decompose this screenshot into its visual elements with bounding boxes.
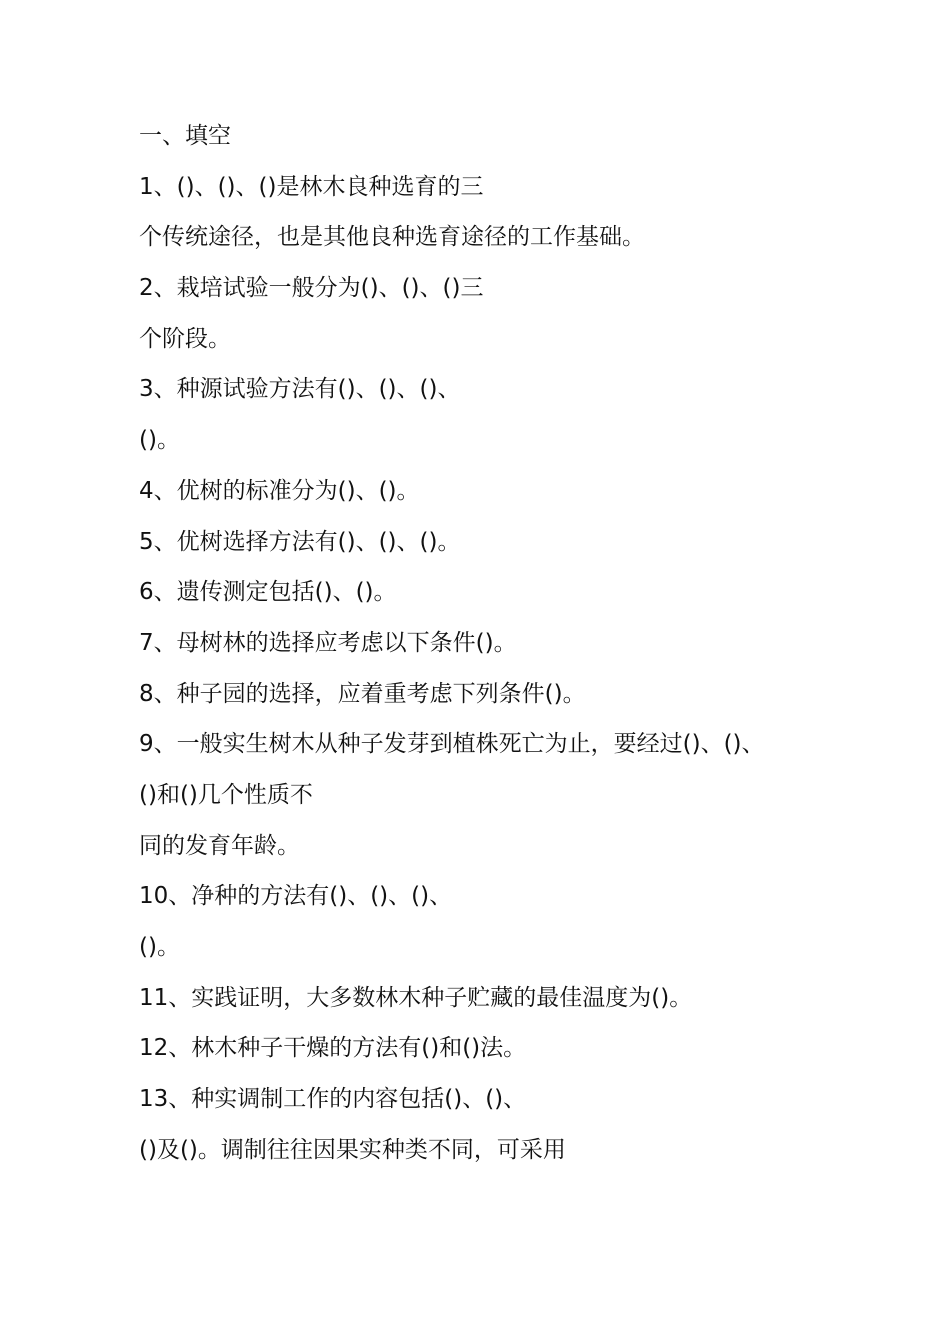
question-13-line-2: ()及()。调制往往因果实种类不同，可采用 (139, 1136, 566, 1163)
question-2-line-1: 2、栽培试验一般分为()、()、()三 (139, 275, 484, 302)
question-10-line-1: 10、净种的方法有()、()、()、 (139, 883, 453, 910)
question-6: 6、遗传测定包括()、()。 (139, 579, 397, 606)
question-11: 11、实践证明，大多数林木种子贮藏的最佳温度为()。 (139, 984, 693, 1011)
question-9-line-3: 同的发育年龄。 (139, 832, 300, 859)
question-1-line-2: 个传统途径，也是其他良种选育途径的工作基础。 (139, 224, 645, 251)
question-2-line-2: 个阶段。 (139, 325, 231, 352)
question-1-line-1: 1、()、()、()是林木良种选育的三 (139, 173, 484, 200)
question-13-line-1: 13、种实调制工作的内容包括()、()、 (139, 1086, 527, 1113)
question-5: 5、优树选择方法有()、()、()。 (139, 528, 461, 555)
question-9-line-1: 9、一般实生树木从种子发芽到植株死亡为止，要经过()、()、 (139, 731, 765, 758)
question-10-line-2: ()。 (139, 934, 180, 960)
question-3-line-1: 3、种源试验方法有()、()、()、 (139, 376, 461, 403)
question-7: 7、母树林的选择应考虑以下条件()。 (139, 629, 517, 656)
section-heading: 一、填空 (139, 123, 231, 149)
question-9-line-2: ()和()几个性质不 (139, 781, 313, 808)
document-body (139, 111, 859, 1175)
question-3-line-2: ()。 (139, 427, 180, 454)
question-8: 8、种子园的选择，应着重考虑下列条件()。 (139, 680, 586, 707)
question-12: 12、林木种子干燥的方法有()和()法。 (139, 1035, 527, 1062)
question-4: 4、优树的标准分为()、()。 (139, 477, 420, 504)
